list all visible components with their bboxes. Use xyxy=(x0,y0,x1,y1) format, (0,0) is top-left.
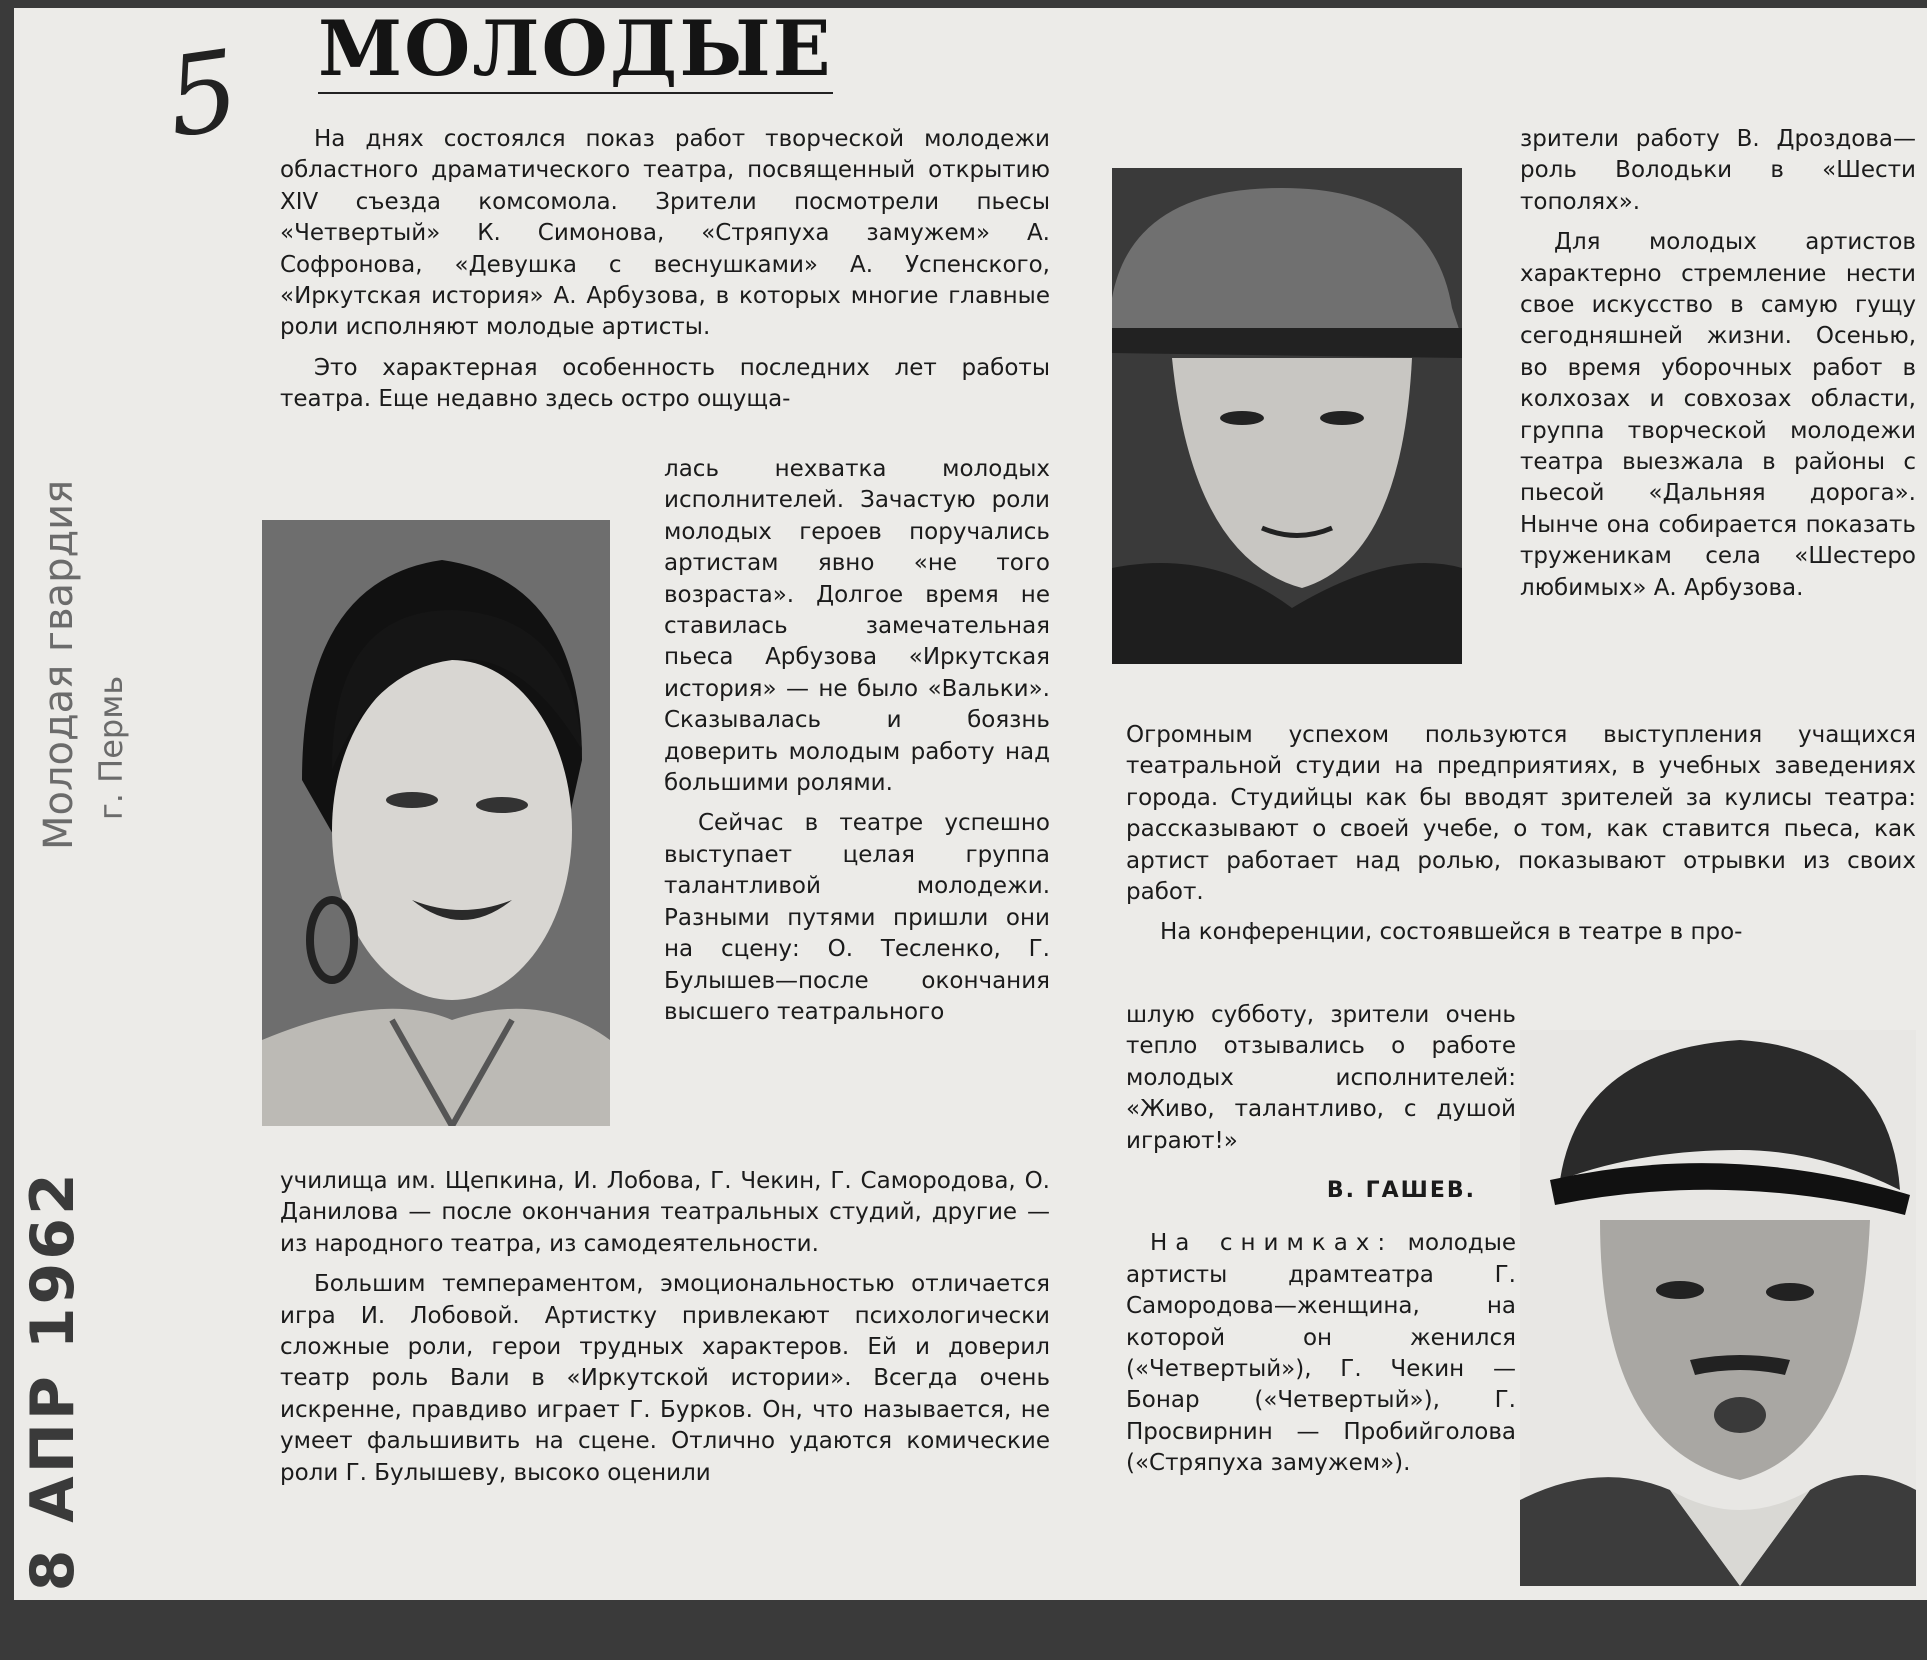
handwritten-number: 5 xyxy=(159,25,247,163)
caption-text: молодые артисты драмтеатра Г. Самородова—женщина, на которой он женился («Четвертый»), Г. Чекин — Бонар («Четвертый»), Г. Просвирнин — Пробийголова («Стряпуха замужем»). xyxy=(1126,1230,1516,1477)
paragraph: училища им. Щепкина, И. Лобова, Г. Чекин, Г. Самородова, О. Данилова — после окончания театральных студий, другие — из народного театра, из самодеятельности. xyxy=(280,1168,1050,1257)
article-column-1-top xyxy=(280,124,1050,416)
photo-caption xyxy=(1126,1228,1516,1479)
paragraph: зрители работу В. Дроздова—роль Володьки в «Шести тополях». xyxy=(1520,126,1916,215)
portrait-image xyxy=(1112,168,1462,664)
paragraph: На конференции, состоявшейся в театре в про- xyxy=(1160,919,1743,946)
photo-actor-chekin xyxy=(1112,168,1462,664)
article-column-2-ending xyxy=(1126,1000,1516,1480)
article-column-1-bottom xyxy=(280,1166,1050,1489)
paragraph: Огромным успехом пользуются выступления учащихся театральной студии на предприятиях, в учебных заведениях города. Студийцы как бы вводят зрителей за кулисы театра: рассказывают о своей учебе, о том, как ставится пьеса, как артист работает над ролью, показывают отрывки из своих работ. xyxy=(1126,722,1916,906)
photo-actor-prosvirnin xyxy=(1520,1030,1916,1586)
author-signature: В. ГАШЕВ. xyxy=(1326,1178,1476,1204)
paragraph: лась нехватка молодых исполнителей. Зачастую роли молодых героев поручались артистам явно «не того возраста». Долгое время не ставилась замечательная пьеса Арбузова «Иркутская история» — не было «Вальки». Сказывалась и боязнь доверить молодым работу над большими ролями. xyxy=(664,456,1050,797)
article-column-3-top xyxy=(1520,124,1916,604)
article-title: МОЛОДЫЕ xyxy=(318,4,833,93)
date-stamp: 1 8 АПР 1962 xyxy=(18,1170,88,1660)
paragraph: шлую субботу, зрители очень тепло отзывались о работе молодых исполнителей: «Живо, талантливо, с душой играют!» xyxy=(1126,1002,1516,1154)
newspaper-name-stamp: Молодая гвардия xyxy=(36,479,82,850)
city-stamp: г. Пермь xyxy=(92,675,130,820)
portrait-image xyxy=(1520,1030,1916,1586)
portrait-image xyxy=(262,520,610,1126)
article-column-1-narrow xyxy=(664,454,1050,1028)
article-wide-section xyxy=(1126,720,1916,949)
paragraph: Это характерная особенность последних лет работы театра. Еще недавно здесь остро ощуща- xyxy=(280,354,1050,413)
caption-lead: На снимках: xyxy=(1150,1230,1394,1257)
paragraph: Для молодых артистов характерно стремление нести свое искусство в самую гущу сегодняшней жизни. Осенью, во время уборочных работ в колхозах и совхозах области, группа творческой молодежи театра выезжала в районы с пьесой «Дальняя дорога». Нынче она собирается показать труженикам села «Шестеро любимых» А. Арбузова. xyxy=(1520,229,1916,601)
photo-actress-samorodova xyxy=(262,520,610,1126)
paragraph: Большим темпераментом, эмоциональностью отличается игра И. Лобовой. Артистку привлекают психологически сложные роли, герои трудных характеров. Ей и доверил театр роль Вали в «Иркутской истории». Всегда очень искренне, правдиво играет Г. Бурков. Он, что называется, не умеет фальшивить на сцене. Отлично удаются комические роли Г. Булышеву, высоко оценили xyxy=(280,1271,1050,1486)
paragraph: Сейчас в театре успешно выступает целая группа талантливой молодежи. Разными путями пришли они на сцену: О. Тесленко, Г. Булышев—после окончания высшего театрального xyxy=(664,810,1050,1025)
paragraph: На днях состоялся показ работ творческой молодежи областного драматического театра, посвященный открытию XIV съезда комсомола. Зрители посмотрели пьесы «Четвертый» К. Симонова, «Стряпуха замужем» А. Софронова, «Девушка с веснушками» А. Успенского, «Иркутская история» А. Арбузова, в которых многие главные роли исполняют молодые артисты. xyxy=(280,126,1050,341)
